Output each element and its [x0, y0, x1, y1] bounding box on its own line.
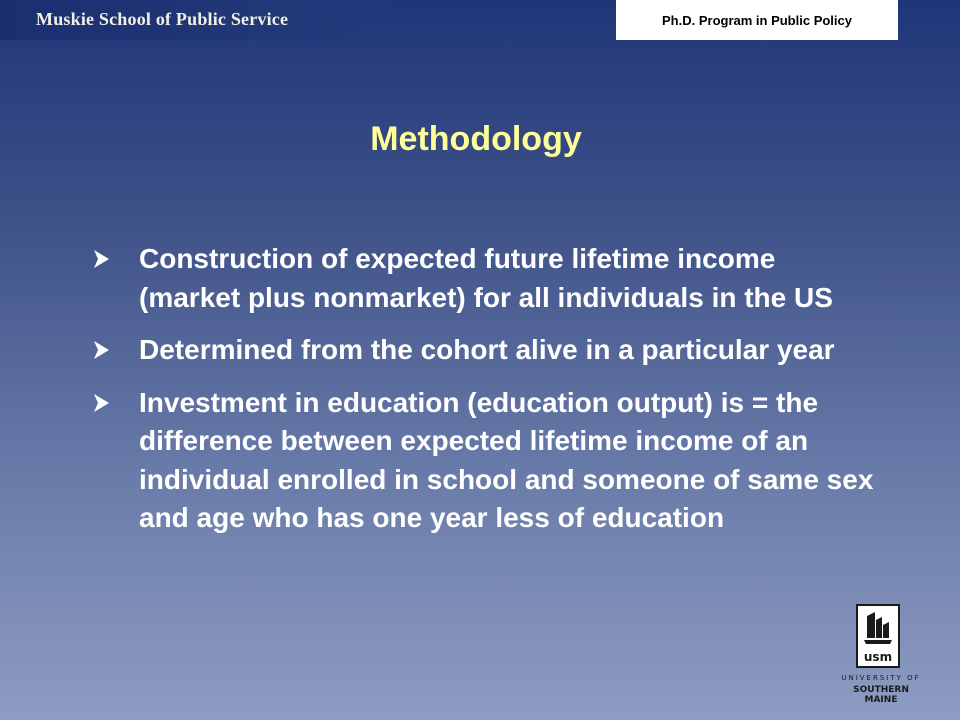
- arrow-bullet-icon: [92, 393, 110, 413]
- usm-logo-box: [856, 604, 900, 668]
- bullet-text: Determined from the cohort alive in a particular year: [139, 334, 835, 365]
- usm-logo-icon: [861, 610, 895, 650]
- program-label-box: [616, 0, 898, 40]
- bullet-item: [92, 331, 882, 370]
- program-label: Ph.D. Program in Public Policy: [662, 12, 852, 28]
- logo-usm-text: usm: [863, 650, 893, 664]
- logo-university-of: UNIVERSITY OF: [841, 674, 921, 682]
- usm-logo: [838, 604, 924, 705]
- bullet-list: [92, 240, 882, 552]
- bullet-item: [92, 384, 882, 538]
- bullet-item: [92, 240, 882, 317]
- bullet-text: Construction of expected future lifetime income (market plus nonmarket) for all individuals in the US: [139, 243, 833, 313]
- arrow-bullet-icon: [92, 340, 110, 360]
- slide-title: Methodology: [370, 120, 582, 158]
- bullet-text: Investment in education (education output) is = the difference between expected lifetime income of an individual enrolled in school and someone of same sex and age who has one year less of education: [139, 386, 874, 533]
- arrow-bullet-icon: [92, 249, 110, 269]
- school-banner: [0, 0, 400, 40]
- logo-southern-maine: SOUTHERN MAINE: [853, 685, 909, 705]
- school-name: Muskie School of Public Service: [36, 9, 289, 29]
